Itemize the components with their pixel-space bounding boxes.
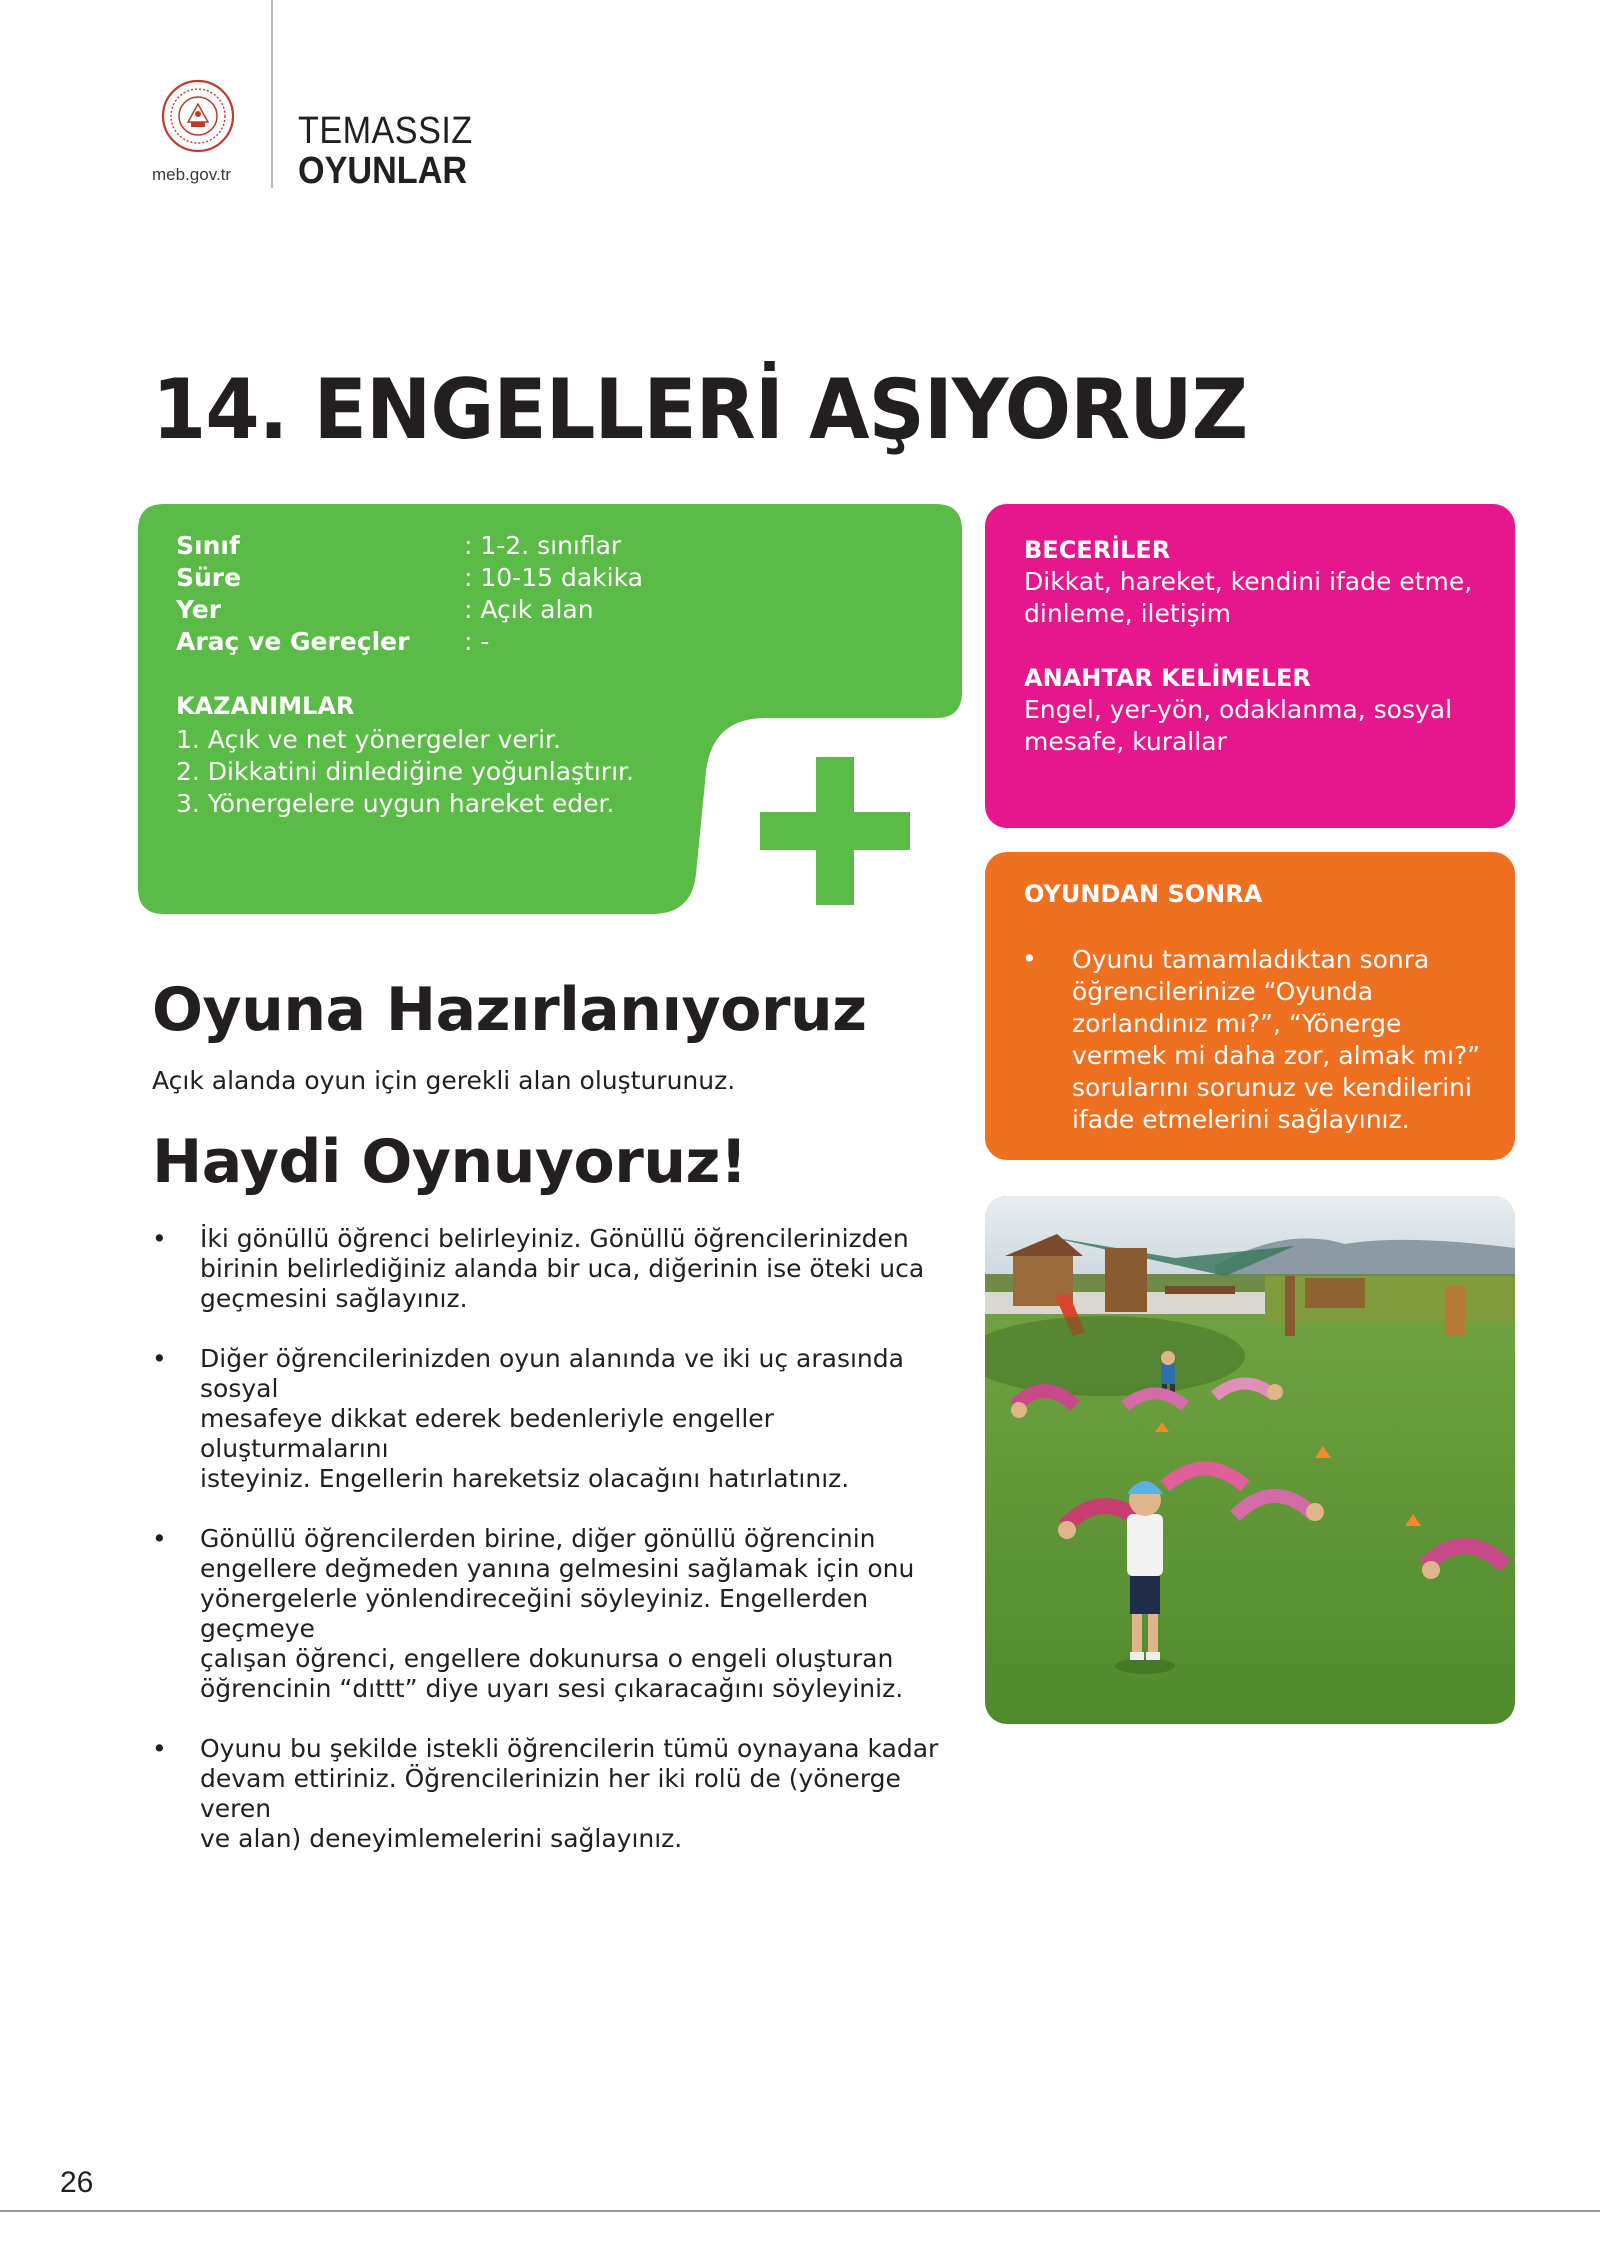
text-line: öğrencinin “dıttt” diye uyarı sesi çıkaracağını söyleyiniz. <box>200 1674 904 1703</box>
info-value: : Açık alan <box>464 595 594 624</box>
text-line: Diğer öğrencilerinizden oyun alanında ve iki uç arasında sosyal <box>200 1344 904 1403</box>
brand-line-1: TEMASSIZ <box>298 110 473 152</box>
beceriler-line: dinleme, iletişim <box>1024 599 1231 628</box>
info-row <box>176 562 643 594</box>
anahtar-line: Engel, yer-yön, odaklanma, sosyal <box>1024 695 1453 724</box>
page-number: 26 <box>60 2166 94 2199</box>
text-line: ifade etmelerini sağlayınız. <box>1072 1105 1410 1134</box>
text-line: Oyunu bu şekilde istekli öğrencilerin tümü oynayana kadar <box>200 1734 939 1763</box>
text-line: devam ettiriniz. Öğrencilerinizin her iki rolü de (yönerge veren <box>200 1764 901 1823</box>
info-value: : 10-15 dakika <box>464 563 643 592</box>
info-label: Süre <box>176 563 242 592</box>
page-title: 14. ENGELLERİ AŞIYORUZ <box>152 361 1248 458</box>
info-value: : - <box>464 627 490 656</box>
preparation-text: Açık alanda oyun için gerekli alan oluşturunuz. <box>152 1066 736 1095</box>
info-label: Araç ve Gereçler <box>176 627 410 656</box>
play-heading: Haydi Oynuyoruz! <box>152 1127 747 1197</box>
plus-icon <box>760 757 910 905</box>
text-line: birinin belirlediğiniz alanda bir uca, diğerinin ise öteki uca <box>200 1254 925 1283</box>
text-line: isteyiniz. Engellerin hareketsiz olacağını hatırlatınız. <box>200 1464 850 1493</box>
info-label: Sınıf <box>176 531 240 560</box>
text-line: geçmesini sağlayınız. <box>200 1284 468 1313</box>
ministry-seal-logo <box>160 78 236 154</box>
kazanimlar-title: KAZANIMLAR <box>176 692 355 720</box>
info-value: : 1-2. sınıflar <box>464 531 622 560</box>
bullet: • <box>152 1734 167 1763</box>
list-item <box>152 1224 962 1314</box>
beceriler-title: BECERİLER <box>1024 536 1171 564</box>
anahtar-text <box>1024 694 1452 758</box>
list-item <box>152 1344 962 1494</box>
bullet: • <box>152 1344 167 1373</box>
site-url[interactable]: meb.gov.tr <box>152 165 232 184</box>
oyundan-sonra-text <box>1072 944 1502 1136</box>
text-line: ve alan) deneyimlemelerini sağlayınız. <box>200 1824 683 1853</box>
text-line: mesafeye dikkat ederek bedenleriyle engeller oluşturmalarını <box>200 1404 774 1463</box>
kazanimlar-list <box>176 724 634 820</box>
info-row <box>176 626 643 658</box>
play-steps-list <box>152 1224 962 1884</box>
kazanim-item: 1. Açık ve net yönergeler verir. <box>176 725 561 754</box>
step-text <box>200 1344 962 1494</box>
bullet: • <box>1022 944 1037 973</box>
text-line: engellere değmeden yanına gelmesini sağlamak için onu <box>200 1554 915 1583</box>
step-text <box>200 1524 962 1704</box>
anahtar-line: mesafe, kurallar <box>1024 727 1227 756</box>
bullet: • <box>152 1224 167 1253</box>
step-text <box>200 1734 962 1854</box>
text-line: yönergelerle yönlendireceğini söyleyiniz. Engellerden geçmeye <box>200 1584 869 1643</box>
text-line: öğrencilerinize “Oyunda <box>1072 977 1374 1006</box>
list-item <box>152 1734 962 1854</box>
info-row <box>176 530 643 562</box>
list-item <box>152 1524 962 1704</box>
brand-line-2: OYUNLAR <box>298 150 468 192</box>
info-table <box>176 530 643 658</box>
kazanim-item: 3. Yönergelere uygun hareket eder. <box>176 789 615 818</box>
step-text <box>200 1224 962 1314</box>
text-line: sorularını sorunuz ve kendilerini <box>1072 1073 1472 1102</box>
text-line: çalışan öğrenci, engellere dokunursa o engeli oluşturan <box>200 1644 894 1673</box>
footer-divider <box>0 2210 1600 2212</box>
anahtar-title: ANAHTAR KELİMELER <box>1024 664 1311 692</box>
header-divider <box>271 0 273 188</box>
bullet: • <box>152 1524 167 1553</box>
beceriler-text <box>1024 566 1472 630</box>
text-line: zorlandınız mı?”, “Yönerge <box>1072 1009 1402 1038</box>
text-line: İki gönüllü öğrenci belirleyiniz. Gönüllü öğrencilerinizden <box>200 1224 909 1253</box>
text-line: vermek mi daha zor, almak mı?” <box>1072 1041 1481 1070</box>
kazanim-item: 2. Dikkatini dinlediğine yoğunlaştırır. <box>176 757 634 786</box>
children-playing-on-grass-photo <box>985 1196 1515 1724</box>
oyundan-sonra-title: OYUNDAN SONRA <box>1024 880 1263 908</box>
text-line: Gönüllü öğrencilerden birine, diğer gönüllü öğrencinin <box>200 1524 876 1553</box>
text-line: Oyunu tamamladıktan sonra <box>1072 945 1430 974</box>
info-label: Yer <box>176 595 222 624</box>
preparation-heading: Oyuna Hazırlanıyoruz <box>152 975 867 1045</box>
info-row <box>176 594 643 626</box>
beceriler-line: Dikkat, hareket, kendini ifade etme, <box>1024 567 1473 596</box>
